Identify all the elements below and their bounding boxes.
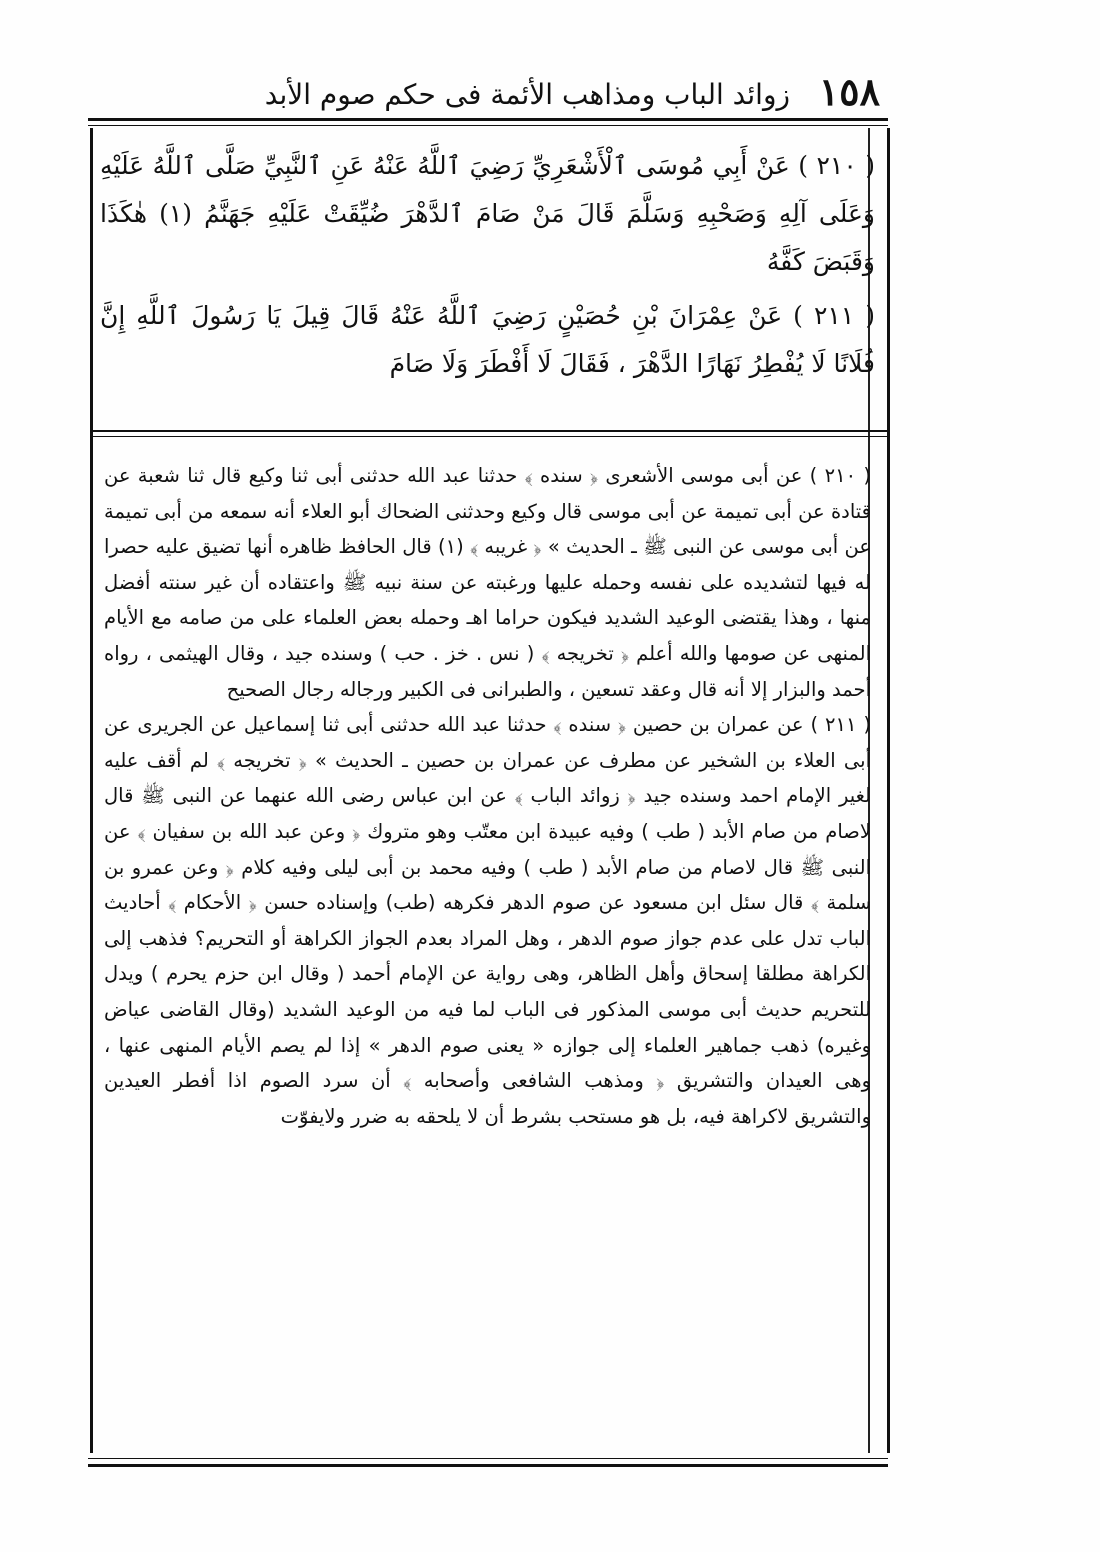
hadith-210: ( ٢١٠ ) عَنْ أَبِي مُوسَى ٱلْأَشْعَرِيِّ رَضِيَ ٱللَّهُ عَنْهُ عَنِ ٱلنَّبِيِّ صَلَّى ٱللَّهُ عَلَيْهِ وَعَلَى آلِهِ وَصَحْبِهِ وَسَلَّمَ قَالَ مَنْ صَامَ ٱلدَّهْرَ ضُيِّقَتْ عَلَيْهِ جَهَنَّمُ (١) هٰكَذَا وَقَبَضَ كَفَّهُ (100, 151, 875, 276)
hadith-211: ( ٢١١ ) عَنْ عِمْرَانَ بْنِ حُصَيْنٍ رَضِيَ ٱللَّهُ عَنْهُ قَالَ قِيلَ يَا رَسُولَ ٱللَّهِ إِنَّ فُلَانًا لَا يُفْطِرُ نَهَارًا الدَّهْرَ ، فَقَالَ لَا أَفْطَرَ وَلَا صَامَ (100, 301, 876, 378)
commentary (104, 458, 871, 1446)
page-header (240, 69, 880, 116)
header-rule-thick (88, 118, 888, 121)
section-separator-thin (90, 436, 888, 437)
hadith-text (100, 142, 875, 412)
footer-rule-thick (88, 1464, 888, 1467)
commentary-paragraph-211: ( ٢١١ ) عن عمران بن حصين ﴿ سنده ﴾ حدثنا عبد الله حدثنى أبى ثنا إسماعيل عن الجريرى عن أبى العلاء بن الشخير عن مطرف عن عمران بن حصين ـ الحديث » ﴿ تخريجه ﴾ لم أقف عليه لغير الإمام احمد وسنده جيد ﴿ زوائد الباب ﴾ عن ابن عباس رضى الله عنهما عن النبى ﷺ قال لاصام من صام الأبد ( طب ) وفيه عبيدة ابن معتّب وهو متروك ﴿ وعن عبد الله بن سفيان ﴾ عن النبى ﷺ قال لاصام من صام الأبد ( طب ) وفيه محمد بن أبى ليلى وفيه كلام ﴿ وعن عمرو بن سلمة ﴾ قال سئل ابن مسعود عن صوم الدهر فكرهه (طب) وإسناده حسن ﴿ الأحكام ﴾ أحاديث الباب تدل على عدم جواز صوم الدهر ، وهل المراد بعدم الجواز الكراهة أو التحريم؟ فذهب إلى الكراهة مطلقا إسحاق وأهل الظاهر، وهى رواية عن الإمام أحمد ( وقال ابن حزم يحرم ) ويدل للتحريم حديث أبى موسى المذكور فى الباب لما فيه من الوعيد الشديد (وقال القاضى عياض وغيره) ذهب جماهير العلماء إلى جوازه « يعنى صوم الدهر » إذا لم يصم الأيام المنهى عنها ، وهى العيدان والتشريق ﴿ ومذهب الشافعى وأصحابه ﴾ أن سرد الصوم اذا أفطر العيدين والتشريق لاكراهة فيه، بل هو مستحب بشرط أن لا يلحقه به ضرر ولايفوّت (104, 713, 871, 1128)
page-number: ١٥٨ (818, 69, 880, 114)
commentary-paragraph-210: ( ٢١٠ ) عن أبى موسى الأشعرى ﴿ سنده ﴾ حدثنا عبد الله حدثنى أبى ثنا وكيع قال ثنا شعبة عن قتادة عن أبى تميمة عن أبى موسى قال وكيع وحدثنى الضحاك أبو العلاء أنه سمعه من أبى تميمة عن أبى موسى عن النبى ﷺ ـ الحديث » ﴿ غريبه ﴾ (١) قال الحافظ ظاهره أنها تضيق عليه حصرا له فيها لتشديده على نفسه وحمله عليها ورغبته عن سنة نبيه ﷺ واعتقاده أن غير سنته أفضل منها ، وهذا يقتضى الوعيد الشديد فيكون حراما اهـ وحمله بعض العلماء على من صامه مع الأيام المنهى عن صومها والله أعلم ﴿ تخريجه ﴾ ( نس . خز . حب ) وسنده جيد ، وقال الهيثمى ، رواه أحمد والبزار إلا أنه قال وعقد تسعين ، والطبرانى فى الكبير ورجاله رجال الصحيح (104, 464, 871, 701)
header-rule-thin (88, 125, 888, 126)
running-title: زوائد الباب ومذاهب الأئمة فى حكم صوم الأبد (264, 78, 790, 111)
footer-rule-thin (88, 1458, 888, 1459)
section-separator-thick (90, 430, 888, 432)
